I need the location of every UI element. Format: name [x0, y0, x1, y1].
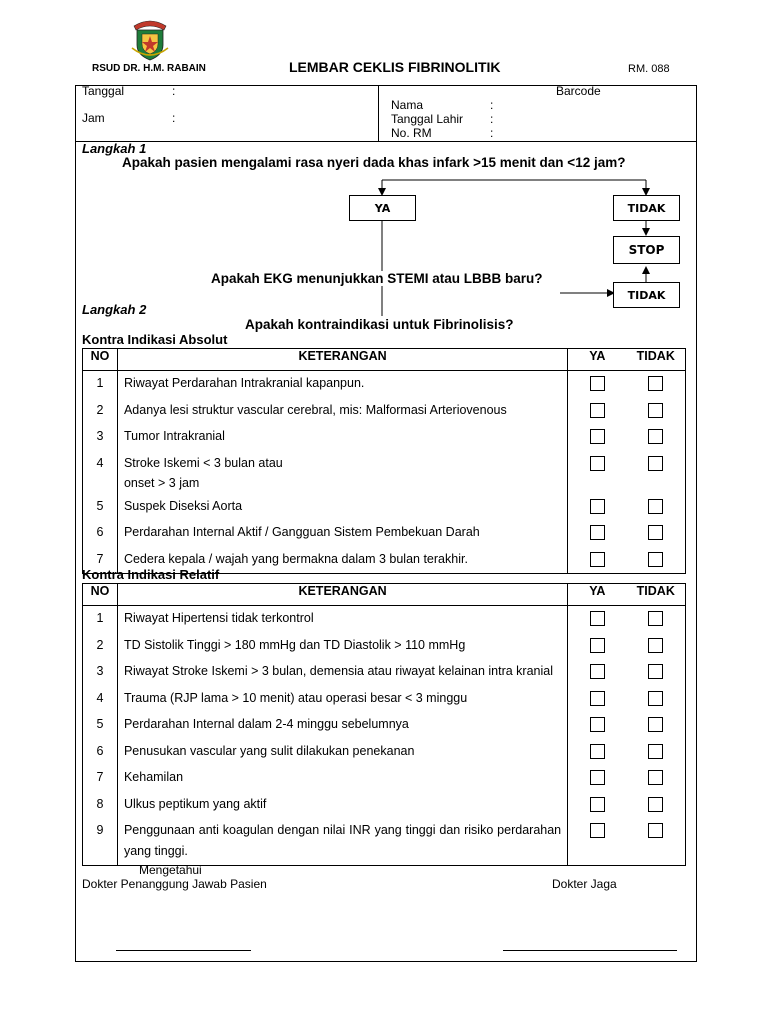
tanggal-colon: : [172, 84, 176, 98]
ya-checkbox[interactable] [590, 691, 605, 706]
nama-colon: : [490, 98, 494, 112]
ya-checkbox[interactable] [590, 456, 605, 471]
table-row [83, 633, 686, 660]
table-row [83, 424, 686, 451]
ya-checkbox-cell [568, 686, 627, 713]
tidak-checkbox-cell [627, 792, 686, 819]
row-text: Riwayat Perdarahan Intrakranial kapanpun. [117, 371, 567, 398]
table-row [83, 739, 686, 766]
tidak-checkbox[interactable] [648, 552, 663, 567]
tidak-checkbox[interactable] [648, 797, 663, 812]
row-text: Penusukan vascular yang sulit dilakukan penekanan [117, 739, 567, 766]
row-text: Perdarahan Internal Aktif / Gangguan Sistem Pembekuan Darah [117, 520, 567, 547]
step1-question: Apakah pasien mengalami rasa nyeri dada khas infark >15 menit dan <12 jam? [122, 155, 626, 170]
ya-checkbox-cell [568, 398, 627, 425]
ya-checkbox[interactable] [590, 429, 605, 444]
table-row [83, 818, 686, 866]
ya-checkbox-cell [568, 494, 627, 521]
tidak-checkbox[interactable] [648, 823, 663, 838]
flow-ya-box: YA [349, 195, 416, 221]
row-text: Riwayat Hipertensi tidak terkontrol [117, 606, 567, 633]
ya-checkbox-cell [568, 520, 627, 547]
ya-checkbox-cell [568, 633, 627, 660]
row-no: 3 [96, 429, 104, 443]
mengetahui-label: Mengetahui [139, 863, 202, 877]
row-text: Trauma (RJP lama > 10 menit) atau operasi besar < 3 minggu [117, 686, 567, 713]
row-no: 3 [96, 664, 104, 678]
step2-question: Apakah kontraindikasi untuk Fibrinolisis? [245, 317, 514, 332]
ya-checkbox[interactable] [590, 376, 605, 391]
rel-header-keterangan: KETERANGAN [117, 584, 567, 606]
row-no: 9 [96, 823, 104, 837]
ya-checkbox-cell [568, 792, 627, 819]
table-row [83, 451, 686, 494]
ya-checkbox-cell [568, 451, 627, 494]
relative-title: Kontra Indikasi Relatif [82, 567, 220, 582]
no-rm-colon: : [490, 126, 494, 140]
tidak-checkbox-cell [627, 633, 686, 660]
tanggal-label: Tanggal [82, 84, 125, 98]
row-text: Tumor Intrakranial [117, 424, 567, 451]
tidak-checkbox-cell [627, 451, 686, 494]
left-signature-line[interactable] [116, 950, 251, 951]
ya-checkbox[interactable] [590, 717, 605, 732]
table-row [83, 686, 686, 713]
table-row [83, 792, 686, 819]
tidak-checkbox[interactable] [648, 691, 663, 706]
row-text-line2: onset > 3 jam [123, 476, 200, 490]
row-text: Kehamilan [117, 765, 567, 792]
abs-header-keterangan: KETERANGAN [117, 349, 567, 371]
ya-checkbox-cell [568, 547, 627, 574]
left-signer-label: Dokter Penanggung Jawab Pasien [82, 877, 267, 891]
right-signer-label: Dokter Jaga [552, 877, 617, 891]
row-no: 5 [96, 498, 104, 513]
tidak-checkbox-cell [627, 398, 686, 425]
right-signature-line[interactable] [503, 950, 677, 951]
row-text: Riwayat Stroke Iskemi > 3 bulan, demensia atau riwayat kelainan intra kranial [117, 659, 567, 686]
tidak-checkbox[interactable] [648, 456, 663, 471]
tidak-checkbox-cell [627, 739, 686, 766]
tidak-checkbox[interactable] [648, 499, 663, 514]
tidak-checkbox-cell [627, 494, 686, 521]
tidak-checkbox[interactable] [648, 611, 663, 626]
tidak-checkbox-cell [627, 424, 686, 451]
table-row [83, 765, 686, 792]
step2-label: Langkah 2 [82, 302, 147, 317]
tidak-checkbox[interactable] [648, 525, 663, 540]
ya-checkbox[interactable] [590, 744, 605, 759]
absolute-title: Kontra Indikasi Absolut [82, 332, 228, 347]
ya-checkbox[interactable] [590, 770, 605, 785]
absolute-header-row [83, 349, 686, 371]
tidak-checkbox[interactable] [648, 717, 663, 732]
table-row [83, 371, 686, 398]
nama-label: Nama [391, 98, 424, 112]
ya-checkbox[interactable] [590, 499, 605, 514]
relative-header-row [83, 584, 686, 606]
table-row [83, 659, 686, 686]
row-no: 4 [96, 690, 104, 705]
rel-header-ya: YA [568, 584, 627, 606]
row-no: 1 [96, 376, 104, 390]
barcode-label: Barcode [556, 84, 601, 98]
table-row [83, 494, 686, 521]
no-rm-label: No. RM [391, 126, 432, 140]
tidak-checkbox-cell [627, 765, 686, 792]
tidak-checkbox[interactable] [648, 744, 663, 759]
tidak-checkbox[interactable] [648, 376, 663, 391]
row-text-line1: Stroke Iskemi < 3 bulan atau [123, 455, 283, 470]
tidak-checkbox-cell [627, 659, 686, 686]
row-text: Cedera kepala / wajah yang bermakna dalam 3 bulan terakhir. [117, 547, 567, 574]
tidak-checkbox-cell [627, 520, 686, 547]
ya-checkbox[interactable] [590, 611, 605, 626]
rel-header-no: NO [83, 584, 118, 606]
ya-checkbox[interactable] [590, 638, 605, 653]
tidak-checkbox-cell [627, 547, 686, 574]
row-no: 6 [96, 525, 104, 539]
row-no: 8 [96, 796, 104, 811]
abs-header-no: NO [83, 349, 118, 371]
ya-checkbox-cell [568, 659, 627, 686]
jam-label: Jam [82, 111, 105, 125]
abs-header-tidak: TIDAK [627, 349, 686, 371]
ya-checkbox-cell [568, 818, 627, 866]
tidak-checkbox[interactable] [648, 638, 663, 653]
tidak-checkbox[interactable] [648, 429, 663, 444]
ya-checkbox-cell [568, 424, 627, 451]
table-row [83, 520, 686, 547]
row-text: Penggunaan anti koagulan dengan nilai INR yang tinggi dan risiko perdarahan yang tinggi. [117, 818, 567, 866]
tidak-checkbox-cell [627, 686, 686, 713]
ya-checkbox-cell [568, 739, 627, 766]
row-no: 5 [96, 717, 104, 731]
row-no: 6 [96, 743, 104, 758]
ya-checkbox[interactable] [590, 552, 605, 567]
table-row [83, 398, 686, 425]
tidak-checkbox-cell [627, 606, 686, 633]
ekg-question: Apakah EKG menunjukkan STEMI atau LBBB baru? [211, 271, 543, 286]
ya-checkbox[interactable] [590, 525, 605, 540]
tanggal-lahir-colon: : [490, 112, 494, 126]
jam-colon: : [172, 111, 176, 125]
hospital-name: RSUD DR. H.M. RABAIN [92, 63, 206, 74]
relative-table [82, 583, 686, 866]
ya-checkbox-cell [568, 765, 627, 792]
tidak-checkbox-cell [627, 712, 686, 739]
flow-tidak2-box: TIDAK [613, 282, 680, 308]
ya-checkbox-cell [568, 712, 627, 739]
tidak-checkbox[interactable] [648, 770, 663, 785]
ya-checkbox[interactable] [590, 664, 605, 679]
ya-checkbox[interactable] [590, 797, 605, 812]
row-no: 1 [96, 611, 104, 625]
row-no: 7 [96, 551, 104, 566]
row-text: Perdarahan Internal dalam 2-4 minggu sebelumnya [117, 712, 567, 739]
row-text: Ulkus peptikum yang aktif [117, 792, 567, 819]
flow-tidak-box: TIDAK [613, 195, 680, 221]
tidak-checkbox-cell [627, 371, 686, 398]
row-text: Adanya lesi struktur vascular cerebral, mis: Malformasi Arteriovenous [117, 398, 567, 425]
page-title: LEMBAR CEKLIS FIBRINOLITIK [289, 59, 501, 75]
absolute-table [82, 348, 686, 574]
row-text: TD Sistolik Tinggi > 180 mmHg dan TD Diastolik > 110 mmHg [117, 633, 567, 660]
ya-checkbox[interactable] [590, 403, 605, 418]
tidak-checkbox-cell [627, 818, 686, 866]
abs-header-ya: YA [568, 349, 627, 371]
ya-checkbox-cell [568, 606, 627, 633]
row-no: 2 [96, 402, 104, 417]
form-code: RM. 088 [628, 63, 670, 75]
rel-header-tidak: TIDAK [627, 584, 686, 606]
row-no: 2 [96, 637, 104, 652]
tidak-checkbox[interactable] [648, 664, 663, 679]
row-text [117, 451, 567, 494]
table-row [83, 606, 686, 633]
ya-checkbox-cell [568, 371, 627, 398]
ya-checkbox[interactable] [590, 823, 605, 838]
table-row [83, 712, 686, 739]
row-text: Suspek Diseksi Aorta [117, 494, 567, 521]
row-no: 7 [96, 770, 104, 784]
step1-label: Langkah 1 [82, 141, 147, 156]
tidak-checkbox[interactable] [648, 403, 663, 418]
tanggal-lahir-label: Tanggal Lahir [391, 112, 464, 126]
row-no: 4 [96, 455, 104, 470]
flow-stop-box: STOP [613, 236, 680, 264]
